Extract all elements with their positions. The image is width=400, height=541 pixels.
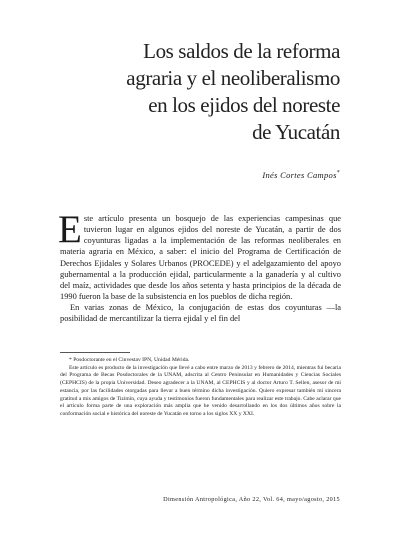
article-body	[58, 208, 341, 325]
footnote-acknowledgment: Este artículo es producto de la investigación que llevé a cabo entre marzo de 2013 y febrero de 2014, mientras fui becaria del Programa de Becas Posdoctorales de la UNAM, adscrita al Centro Peninsular en Humanidades y Ciencias Sociales (CEPHCIS) de la propia Universidad. Deseo agradecer a la UNAM, al CEPHCIS y al doctor Arturo T. Sellen, asesor de mi estancia, por las facilidades otorgadas para llevar a buen término dicha investigación. Quiero expresar también mi sincera gratitud a mis amigos de Tizimín, cuya ayuda y testimonios fueron fundamentales para realizar este trabajo. Cabe aclarar que el artículo forma parte de una exploración más amplia que he venido desarrollando en los dos últimos años sobre la conformación social e histórica del noreste de Yucatán en torno a los siglos XX y XXI.	[60, 364, 341, 417]
title-line: Los saldos de la reforma	[143, 39, 340, 63]
journal-footer: Dimensión Antropológica, Año 22, Vol. 64, mayo/agosto, 2015	[163, 496, 340, 503]
drop-cap: E	[58, 208, 82, 251]
footnote-rule	[60, 352, 130, 353]
author-name: Inés Cortes Campos	[262, 170, 337, 180]
body-paragraph	[58, 208, 341, 302]
title-line: agraria y el neoliberalismo	[126, 66, 340, 90]
title-line: de Yucatán	[252, 120, 340, 144]
article-title	[40, 38, 340, 146]
footnote-affiliation: * Posdoctorante en el Cinvestav IPN, Unidad Mérida.	[69, 357, 190, 363]
title-line: en los ejidos del noreste	[148, 93, 340, 117]
footnotes	[60, 357, 341, 419]
author-byline	[262, 170, 340, 180]
author-footnote-mark: *	[336, 170, 340, 177]
body-paragraph: En varias zonas de México, la conjugación de estas dos coyunturas —la posibilidad de mercantilizar la tierra ejidal y el fin del	[60, 303, 341, 324]
paragraph-text: ste artículo presenta un bosquejo de las experiencias campesinas que tuvieron lugar en algunos ejidos del noreste de Yucatán, a partir de dos coyunturas ligadas a la implementación de las reformas neoliberales en materia agraria en México, a saber: el inicio del Programa de Certificación de Derechos Ejidales y Solares Urbanos (PROCEDE) y el adelgazamiento del apoyo gubernamental a la producción ejidal, particularmente a la ganadería y al cultivo del maíz, actividades que desde los años setenta y hasta principios de la década de 1990 fueron la base de la subsistencia en los pueblos de dicha región.	[60, 214, 341, 302]
